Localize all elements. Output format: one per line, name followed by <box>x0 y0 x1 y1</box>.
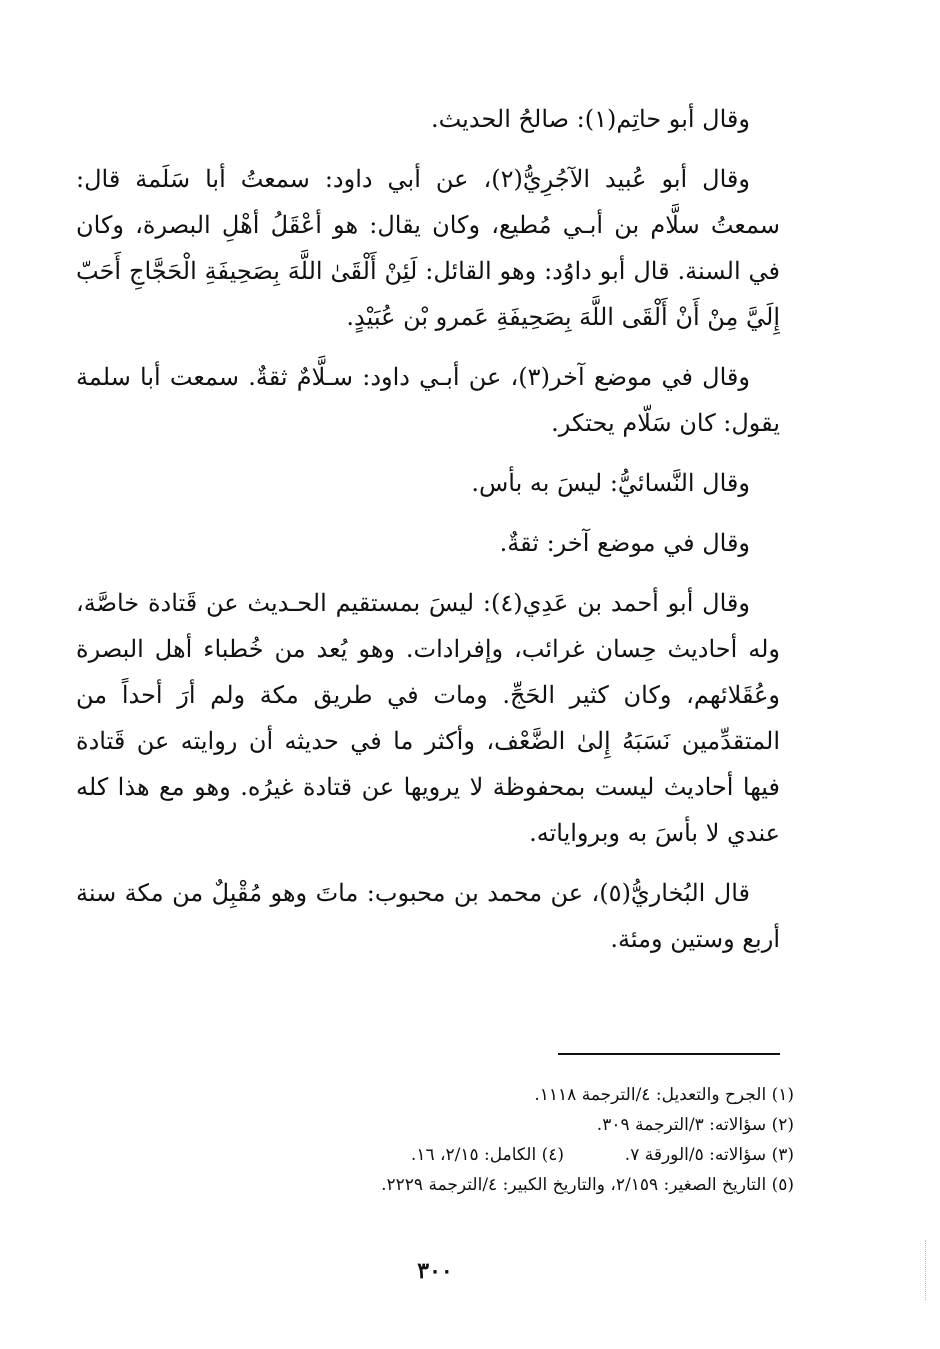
page-number: ٣٠٠ <box>417 1258 453 1284</box>
paragraph-another-place-thiqa: وقال في موضع آخر: ثقةٌ. <box>499 529 750 557</box>
footnote-separator <box>558 1053 780 1055</box>
footnote-2: (٢) سؤالاته: ٣/الترجمة ٣٠٩. <box>596 1115 794 1135</box>
footnote-5: (٥) التاريخ الصغير: ٢/١٥٩، والتاريخ الكبير: ٤/الترجمة ٢٢٢٩. <box>381 1175 794 1195</box>
footnotes <box>90 1080 794 1200</box>
paragraph-ibn-adi: وقال أبو أحمد بن عَدِي(٤): ليسَ بمستقيم الحـديث عن قَتادة خاصَّة، وله أحاديث حِسان غرائب، وإفرادات. وهو يُعد من خُطباء أهل البصرة وعُقَلائهم، وكان كثير الحَجِّ. ومات في طريق مكة ولم أرَ أحداً من المتقدِّمين نَسَبَهُ إِلىٰ الضَّعْف، وأكثر ما في حديثه أن روايته عن قَتادة فيها أحاديث ليست بمحفوظة لا يرويها عن قتادة غيرُه. وهو مع هذا كله عندي لا بأسَ به وبرواياته. <box>76 589 780 847</box>
footnote-row-3-4 <box>90 1140 794 1170</box>
footnote-3: (٣) سؤالاته: ٥/الورقة ٧. <box>624 1145 794 1165</box>
paragraph-abu-hatim: وقال أبو حاتِم(١): صالحُ الحديث. <box>430 105 750 133</box>
footnote-4: (٤) الكامل: ٢/١٥، ١٦. <box>410 1145 564 1165</box>
footnote-1: (١) الجرح والتعديل: ٤/الترجمة ١١١٨. <box>534 1085 794 1105</box>
paragraph-ajurri: وقال أبو عُبيد الآجُرِيُّ(٢)، عن أبي داود: سمعتُ أبا سَلَمة قال: سمعتُ سلَّام بن أبـي مُطيع، وكان يقال: هو أعْقَلُ أهْلِ البصرة، وكان في السنة. قال أبو داوُد: وهو القائل: لَئِنْ أَلْقَىٰ اللَّهَ بِصَحِيفَةِ الْحَجَّاجِ أَحَبّ إِلَيَّ مِنْ أَنْ أَلْقَى اللَّهَ بِصَحِيفَةِ عَمرو بْن عُبَيْدٍ. <box>76 165 780 331</box>
scan-margin-mark <box>925 1240 928 1300</box>
paragraph-bukhari: قال البُخاريُّ(٥)، عن محمد بن محبوب: ماتَ وهو مُقْبِلٌ من مكة سنة أربع وستين ومئة. <box>76 879 780 953</box>
paragraph-another-place: وقال في موضع آخر(٣)، عن أبـي داود: سـلَّامٌ ثقةٌ. سمعت أبا سلمة يقول: كان سَلّام يحتكر. <box>76 363 780 437</box>
paragraph-nasai: وقال النَّسائيُّ: ليسَ به بأس. <box>471 469 750 497</box>
main-text <box>76 96 780 962</box>
